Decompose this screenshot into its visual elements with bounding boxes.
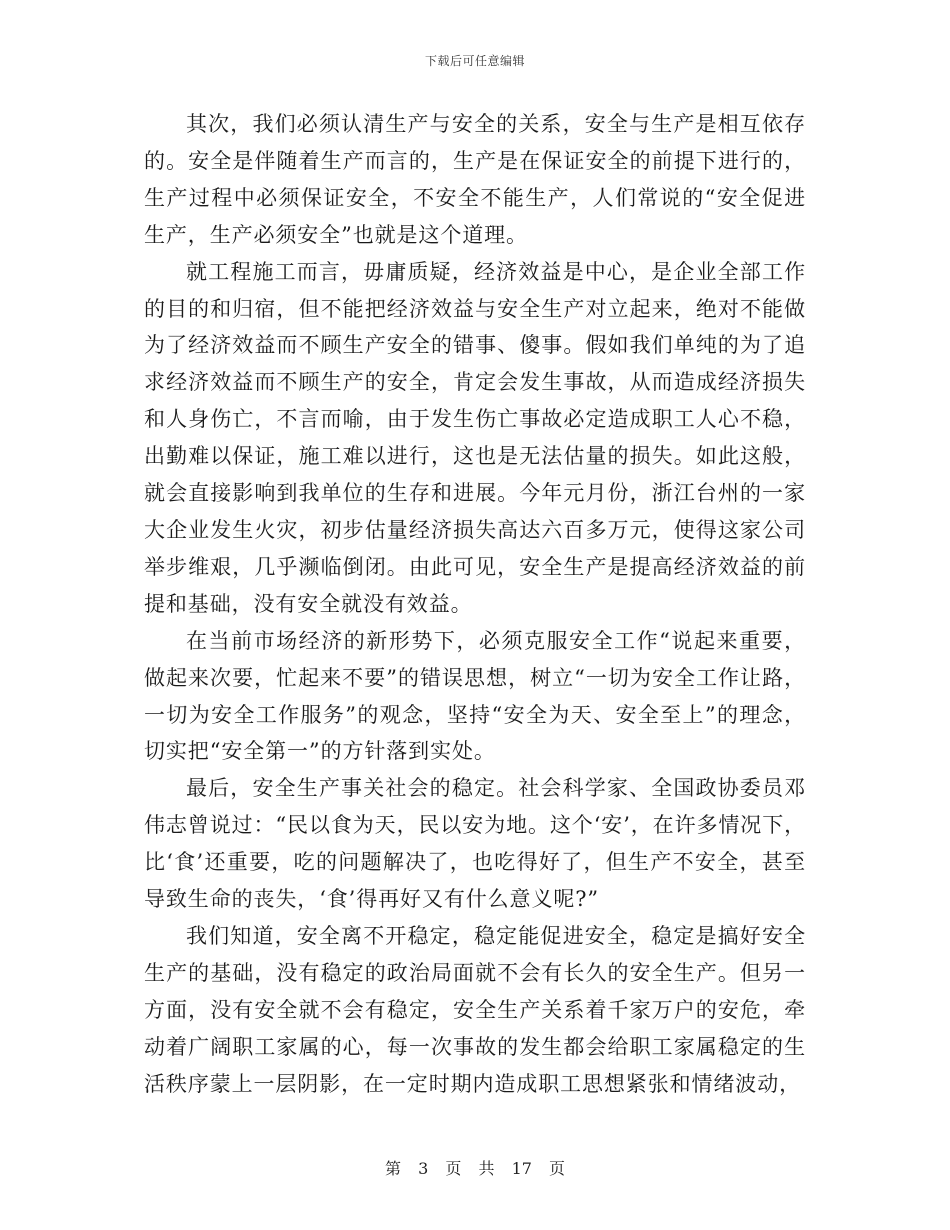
paragraph: 在当前市场经济的新形势下，必须克服安全工作“说起来重要，做起来次要，忙起来不要”的错误思想，树立“一切为安全工作让路，一切为安全工作服务”的观念，坚持“安全为天、安全至上”的理念，切实把“安全第一”的方针落到实处。 (144, 628, 806, 764)
footer-label-di: 第 (384, 1159, 401, 1178)
paragraph: 最后，安全生产事关社会的稳定。社会科学家、全国政协委员邓伟志曾说过：“民以食为天，民以安为地。这个‘安’，在许多情况下，比‘食’还重要，吃的问题解决了，也吃得好了，但生产不安全，甚至导致生命的丧失，‘食’得再好又有什么意义呢?” (144, 776, 806, 912)
page-footer (0, 1156, 950, 1179)
footer-label-ye-end: 页 (549, 1159, 566, 1178)
paragraph: 就工程施工而言，毋庸质疑，经济效益是中心，是企业全部工作的目的和归宿，但不能把经济效益与安全生产对立起来，绝对不能做为了经济效益而不顾生产安全的错事、傻事。假如我们单纯的为了追求经济效益而不顾生产的安全，肯定会发生事故，从而造成经济损失和人身伤亡，不言而喻，由于发生伤亡事故必定造成职工人心不稳，出勤难以保证，施工难以进行，这也是无法估量的损失。如此这般，就会直接影响到我单位的生存和进展。今年元月份，浙江台州的一家大企业发生火灾，初步估量经济损失高达六百多万元，使得这家公司举步维艰，几乎濒临倒闭。由此可见，安全生产是提高经济效益的前提和基础，没有安全就没有效益。 (144, 259, 806, 616)
paragraph: 其次，我们必须认清生产与安全的关系，安全与生产是相互依存的。安全是伴随着生产而言的，生产是在保证安全的前提下进行的，生产过程中必须保证安全，不安全不能生产，人们常说的“安全促进生产，生产必须安全”也就是这个道理。 (144, 112, 806, 247)
current-page-number: 3 (418, 1159, 429, 1178)
footer-label-gong: 共 (478, 1159, 495, 1178)
total-pages-number: 17 (511, 1159, 532, 1178)
page-header: 下载后可任意编辑 (424, 54, 525, 68)
document-body (144, 106, 806, 1102)
footer-label-ye: 页 (445, 1159, 462, 1178)
paragraph: 我们知道，安全离不开稳定，稳定能促进安全，稳定是搞好安全生产的基础，没有稳定的政治局面就不会有长久的安全生产。但另一方面，没有安全就不会有稳定，安全生产关系着千家万户的安危，牵动着广阔职工家属的心，每一次事故的发生都会给职工家属稳定的生活秩序蒙上一层阴影，在一定时期内造成职工思想紧张和情绪波动， (144, 923, 806, 1096)
